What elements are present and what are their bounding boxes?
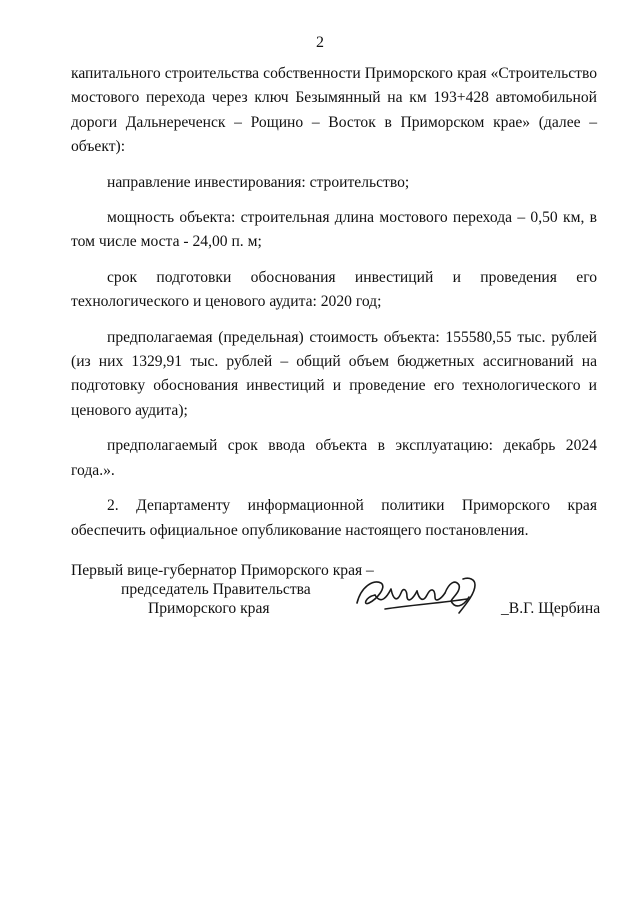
handwritten-signature-icon bbox=[351, 569, 501, 619]
paragraph-estimated-cost: предполагаемая (предельная) стоимость объекта: 155580,55 тыс. рублей (из них 1329,91 тыс. рублей – общий объем бюджетных ассигнований на подготовку обоснования инвестиций и проведение его технологического и ценового аудита); bbox=[71, 328, 597, 419]
signature-block bbox=[71, 561, 601, 631]
paragraph-object-description: капитального строительства собственности Приморского края «Строительство мостового перехода через ключ Безымянный на км 193+428 автомобильной дороги Дальнереченск – Рощино – Восток в Приморском крае» (далее – объект): bbox=[71, 65, 597, 156]
page-number: 2 bbox=[316, 34, 324, 51]
paragraph-investment-direction: направление инвестирования: строительство; bbox=[107, 173, 410, 191]
paragraph-commissioning-date: предполагаемый срок ввода объекта в эксплуатацию: декабрь 2024 года.». bbox=[71, 437, 597, 479]
document-body bbox=[71, 62, 597, 543]
paragraph-publication-order: 2. Департаменту информационной политики Приморского края обеспечить официальное опубликование настоящего постановления. bbox=[71, 497, 597, 539]
signer-position-line3: Приморского края bbox=[148, 600, 270, 617]
paragraph-object-capacity: мощность объекта: строительная длина мостового перехода – 0,50 км, в том числе моста - 24,00 п. м; bbox=[71, 209, 597, 251]
paragraph-preparation-deadline: срок подготовки обоснования инвестиций и проведения его технологического и ценового аудита: 2020 год; bbox=[71, 268, 597, 311]
signer-position-line2: председатель Правительства bbox=[121, 581, 311, 598]
signer-position-line1: Первый вице-губернатор Приморского края – bbox=[71, 562, 374, 579]
signer-name: _В.Г. Щербина bbox=[501, 600, 601, 617]
